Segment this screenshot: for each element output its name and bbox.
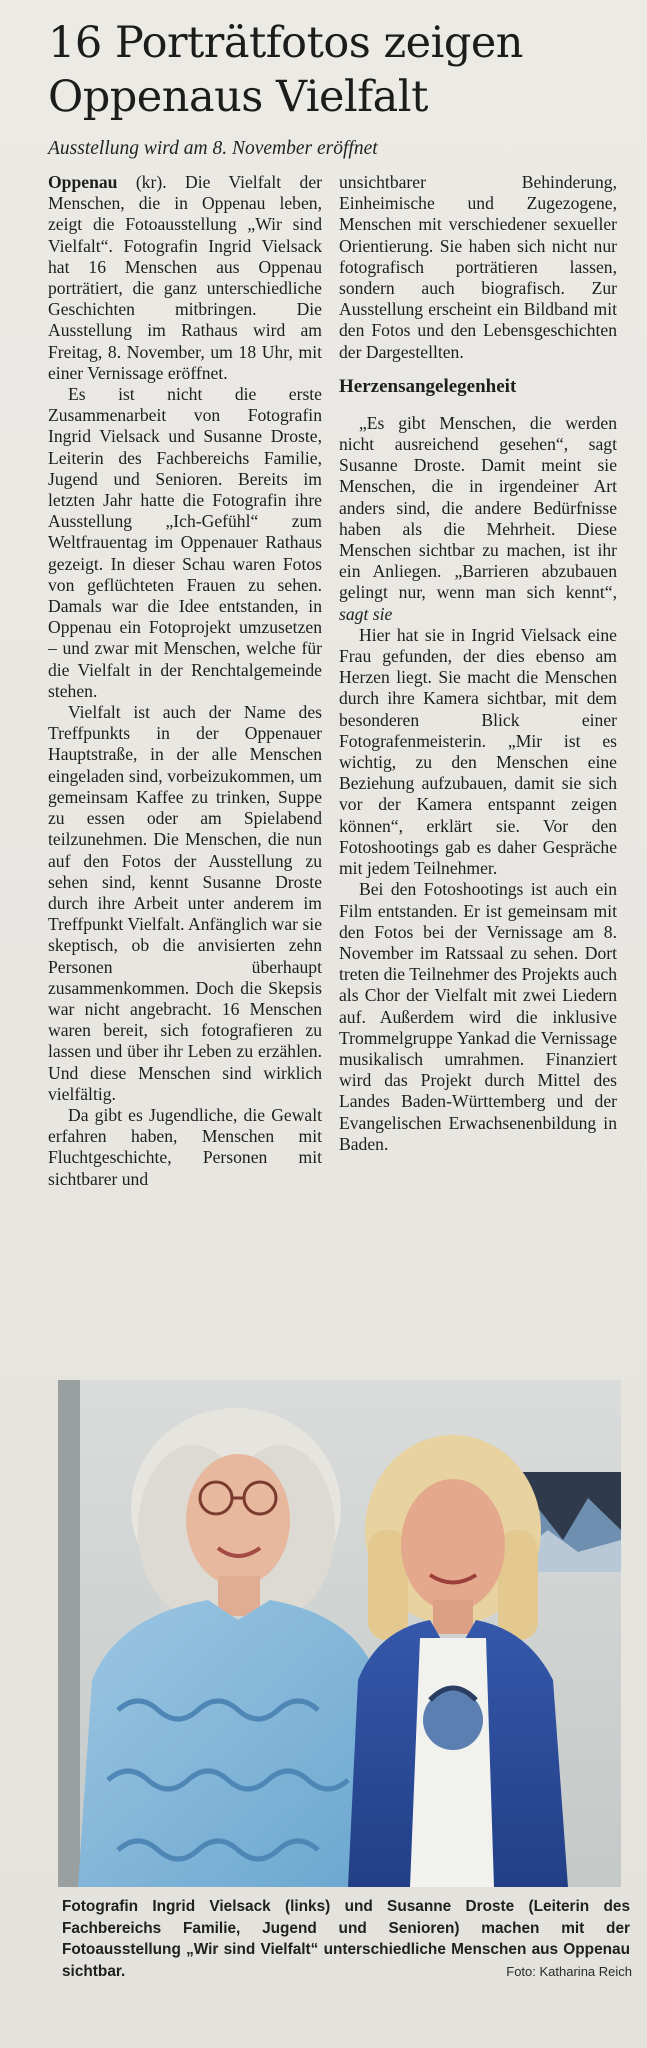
paragraph-7: Hier hat sie in Ingrid Vielsack eine Frau gefunden, der dies ebenso am Herzen liegt. Sie macht die Menschen durch ihre Kamera sichtbar, mit dem besonderen Blick einer Fotografenmeisterin. „Mir ist es wichtig, zu den Menschen eine Beziehung aufzubauen, damit sie sich vor der Kamera entspannt zeigen können“, erklärt sie. Vor den Fotoshootings gab es daher Gespräche mit jedem Teilnehmer. bbox=[339, 624, 617, 879]
paragraph-2: Es ist nicht die erste Zusammenarbeit von Fotografin Ingrid Vielsack und Susanne Droste, Leiterin des Fachbereichs Familie, Jugend und Senioren. Bereits im letzten Jahr hatte die Fotografin ihre Ausstellung „Ich-Gefühl“ zum Weltfrauentag im Oppenauer Rathaus gezeigt. In dieser Schau waren Fotos von geflüchteten Frauen zu sehen. Damals war die Idee entstanden, in Oppenau ein Fotoprojekt umzusetzen – und zwar mit Menschen, welche für die Vielfalt in der Renchtalgemeinde stehen. bbox=[48, 384, 322, 701]
dateline: Oppenau bbox=[48, 172, 118, 192]
headline bbox=[48, 16, 638, 124]
paragraph-4: Da gibt es Jugendliche, die Gewalt erfahren haben, Menschen mit Fluchtgeschichte, Personen mit sichtbarer und bbox=[48, 1104, 322, 1189]
paragraph-5: unsichtbarer Behinderung, Einheimische und Zugezogene, Menschen mit verschiedener sexueller Orientierung. Sie haben sich nicht nur fotografisch porträtieren lassen, sondern auch biografisch. Zur Ausstellung erscheint ein Bildband mit den Fotos und den Lebensgeschichten der Dargestellten. bbox=[339, 172, 617, 362]
photo-illustration bbox=[58, 1380, 621, 1887]
subheading: Herzensangelegenheit bbox=[339, 375, 517, 397]
portrait-photo bbox=[58, 1380, 621, 1887]
headline-line-2: Oppenaus Vielfalt bbox=[48, 72, 428, 122]
headline-line-1: 16 Porträtfotos zeigen bbox=[48, 18, 523, 68]
article-column-left bbox=[48, 172, 322, 1190]
lead-text: (kr). Die Vielfalt der Menschen, die in Oppenau leben, zeigt die Fotoausstellung „Wir sind Vielfalt“. Fotografin Ingrid Vielsack hat 16 Menschen aus Oppenau porträtiert, die ganz unterschiedliche Geschichten mitbringen. Die Ausstellung im Rathaus wird am Freitag, 8. November, um 18 Uhr, mit einer Vernissage eröffnet. bbox=[48, 172, 322, 383]
paragraph-8: Bei den Fotoshootings ist auch ein Film entstanden. Er ist gemeinsam mit den Fotos bei der Vernissage am 8. November im Ratssaal zu sehen. Dort treten die Teilnehmer des Projekts auch als Chor der Vielfalt mit zwei Liedern auf. Außerdem wird die inklusive Trommelgruppe Yankad die Vernissage musikalisch umrahmen. Finanziert wird das Projekt durch Mittel des Landes Baden-Württemberg und der Evangelischen Erwachsenenbildung in Baden. bbox=[339, 879, 617, 1154]
paragraph-6 bbox=[339, 413, 617, 625]
lead-paragraph bbox=[48, 172, 322, 384]
subtitle: Ausstellung wird am 8. November eröffnet bbox=[48, 138, 378, 159]
paragraph-6-text: „Es gibt Menschen, die werden nicht ausreichend gesehen“, sagt Susanne Droste. Damit meint sie Menschen, die in irgendeiner Art anders sind, die andere Bedürfnisse haben als die Mehrheit. Diese Menschen sichtbar zu machen, ist ihr ein Anliegen. „Barrieren abzubauen gelingt nur, wenn man sich kennt“, bbox=[339, 412, 617, 603]
photo-credit: Foto: Katharina Reich bbox=[506, 1964, 632, 1979]
photo-caption: Fotografin Ingrid Vielsack (links) und Susanne Droste (Leiterin des Fachbereichs Familie, Jugend und Senioren) machen mit der Fotoausstellung „Wir sind Vielfalt“ unterschiedliche Menschen aus Oppenau sichtbar. bbox=[62, 1898, 630, 1980]
paragraph-3: Vielfalt ist auch der Name des Treffpunkts in der Oppenauer Hauptstraße, in der alle Menschen eingeladen sind, vorbeizukommen, um gemeinsam Kaffee zu trinken, Suppe zu essen oder am Spielabend teilzunehmen. Die Menschen, die nun auf den Fotos der Ausstellung zu sehen sind, kennt Susanne Droste durch ihre Arbeit unter anderem im Treffpunkt Vielfalt. Anfänglich war sie skeptisch, ob die anvisierten zehn Personen überhaupt zusammenkommen. Doch die Skepsis war nicht angebracht. 16 Menschen waren bereit, sich fotografieren zu lassen und über ihr Leben zu erzählen. Und diese Menschen sind wirklich vielfältig. bbox=[48, 702, 322, 1104]
article-column-right bbox=[339, 172, 617, 1155]
paragraph-6-tail: sagt sie bbox=[339, 603, 393, 624]
